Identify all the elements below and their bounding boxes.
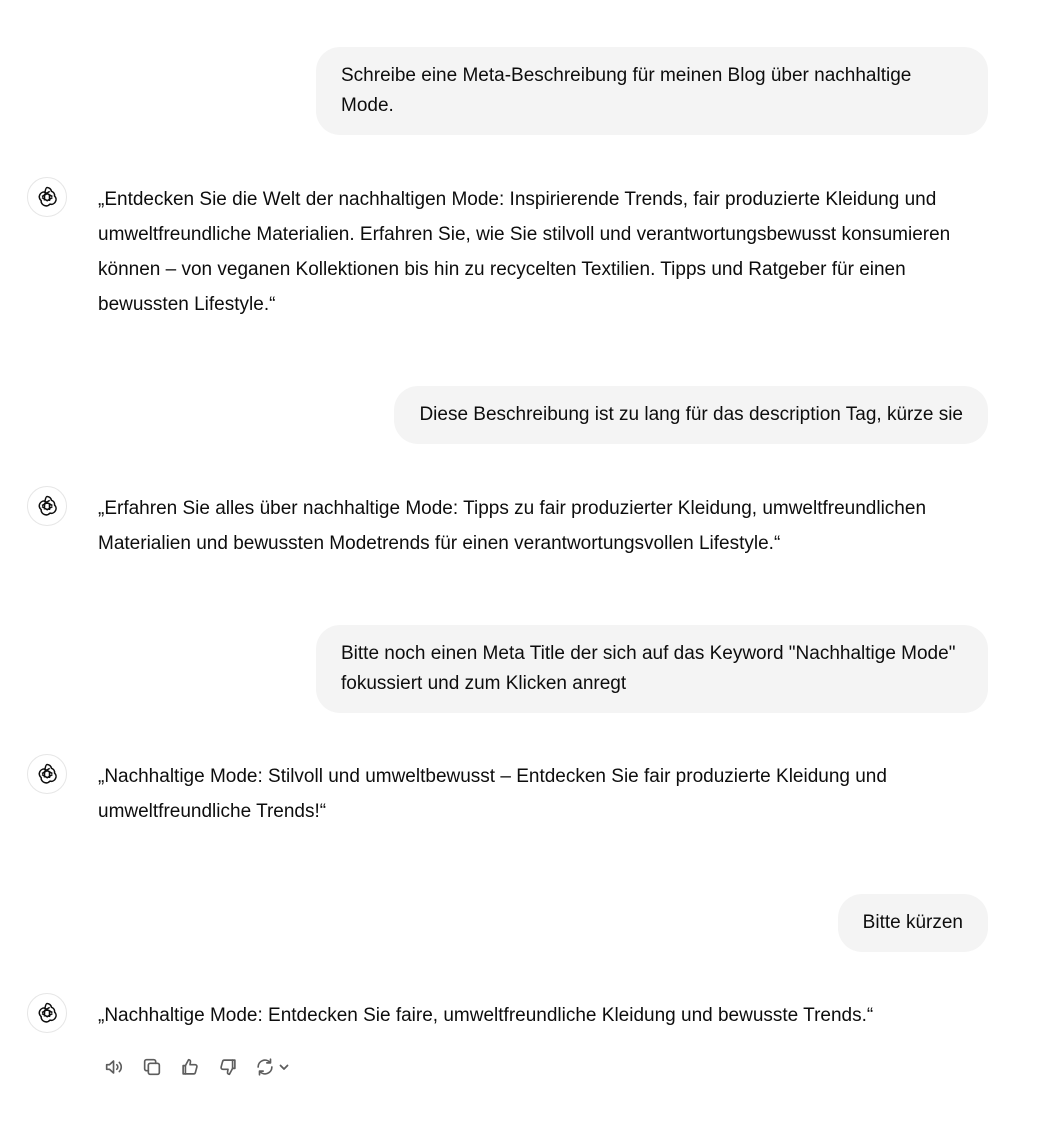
- user-message-text: Bitte noch einen Meta Title der sich auf das Keyword "Nachhaltige Mode" fokussiert und zum Klicken anregt: [341, 643, 956, 694]
- thumbs-up-icon: [179, 1056, 201, 1078]
- openai-logo-icon: [34, 761, 60, 787]
- good-response-button[interactable]: [174, 1051, 206, 1083]
- user-message: [316, 625, 988, 713]
- openai-logo-icon: [34, 184, 60, 210]
- assistant-avatar: [27, 993, 67, 1033]
- assistant-message-text: „Nachhaltige Mode: Stilvoll und umweltbewusst – Entdecken Sie fair produzierte Kleidung und umweltfreundliche Trends!“: [98, 766, 887, 822]
- bad-response-button[interactable]: [212, 1051, 244, 1083]
- assistant-message-text: „Erfahren Sie alles über nachhaltige Mode: Tipps zu fair produzierter Kleidung, umweltfreundlichen Materialien und bewussten Modetrends für einen verantwortungsvollen Lifestyle.“: [98, 498, 927, 554]
- copy-button[interactable]: [136, 1051, 168, 1083]
- assistant-avatar: [27, 486, 67, 526]
- speaker-icon: [103, 1056, 125, 1078]
- chevron-down-icon: [278, 1061, 290, 1073]
- assistant-message-text: „Nachhaltige Mode: Entdecken Sie faire, umweltfreundliche Kleidung und bewusste Trends.“: [98, 1005, 874, 1026]
- user-message-text: Diese Beschreibung ist zu lang für das description Tag, kürze sie: [419, 404, 963, 425]
- thumbs-down-icon: [217, 1056, 239, 1078]
- user-message-text: Bitte kürzen: [862, 912, 963, 933]
- regenerate-button[interactable]: [250, 1051, 294, 1083]
- openai-logo-icon: [34, 493, 60, 519]
- openai-logo-icon: [34, 1000, 60, 1026]
- regenerate-icon: [254, 1056, 276, 1078]
- assistant-avatar: [27, 177, 67, 217]
- assistant-avatar: [27, 754, 67, 794]
- user-message-text: Schreibe eine Meta-Beschreibung für meinen Blog über nachhaltige Mode.: [341, 65, 912, 116]
- read-aloud-button[interactable]: [98, 1051, 130, 1083]
- user-message: [316, 47, 988, 135]
- user-message: [838, 894, 988, 952]
- user-message: [394, 386, 988, 444]
- assistant-message-text: „Entdecken Sie die Welt der nachhaltigen Mode: Inspirierende Trends, fair produzierte Kleidung und umweltfreundliche Materialien. Erfahren Sie, wie Sie stilvoll und verantwortungsbewusst konsumieren können – von veganen Kollektionen bis hin zu recycelten Textilien. Tipps und Ratgeber für einen bewussten Lifestyle.“: [98, 189, 951, 315]
- message-actions-toolbar: [98, 1051, 294, 1083]
- copy-icon: [141, 1056, 163, 1078]
